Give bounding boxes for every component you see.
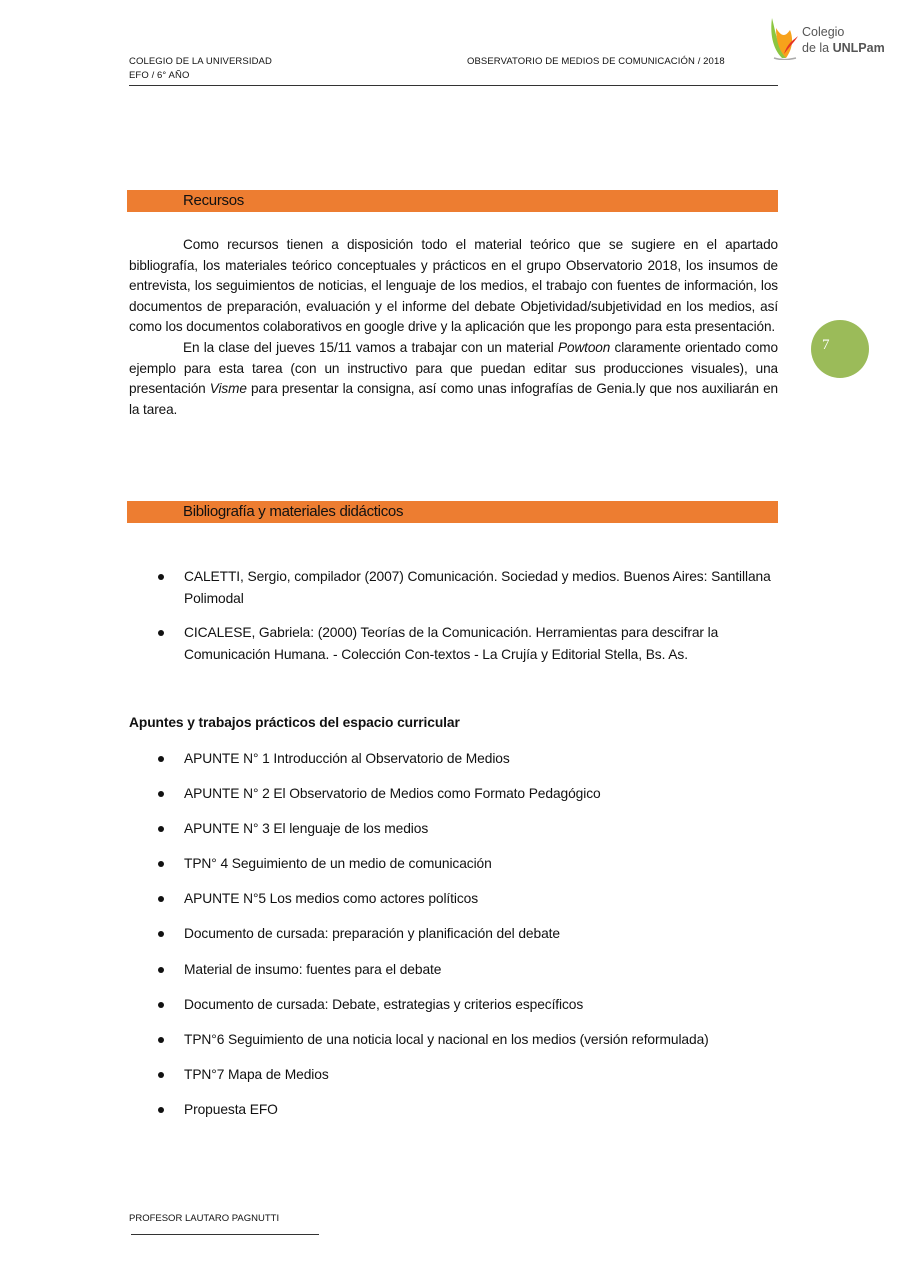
section-title: Bibliografía y materiales didácticos (183, 503, 404, 520)
list-item: APUNTE N°5 Los medios como actores políticos (129, 888, 789, 910)
list-item: Propuesta EFO (129, 1099, 789, 1121)
bibliography-list (129, 566, 789, 678)
page-number-badge (811, 320, 869, 378)
text: claramente orientado como ejemplo para esta tarea (con un instructivo para que puedan editar sus producciones visuales), una presentación (129, 339, 778, 397)
logo-text-unlpam: UNLPam (832, 41, 885, 55)
header-title: OBSERVATORIO DE MEDIOS DE COMUNICACIÓN / 2018 (467, 56, 725, 67)
section-heading-bibliografia (127, 501, 778, 523)
list-item: Documento de cursada: preparación y planificación del debate (129, 923, 789, 945)
recursos-body (129, 235, 778, 420)
list-item: Material de insumo: fuentes para el debate (129, 959, 789, 981)
list-item: TPN°7 Mapa de Medios (129, 1064, 789, 1086)
header-divider (129, 85, 778, 86)
footer-author: PROFESOR LAUTARO PAGNUTTI (129, 1213, 280, 1224)
paragraph (129, 338, 778, 420)
list-item: Documento de cursada: Debate, estrategias y criterios específicos (129, 994, 789, 1016)
text-emphasis: Powtoon (558, 339, 611, 355)
footer-divider (131, 1234, 319, 1235)
leaf-logo-icon (768, 14, 800, 60)
logo-text-line1: Colegio (802, 25, 845, 39)
paragraph: Como recursos tienen a disposición todo el material teórico que se sugiere en el apartado bibliografía, los materiales teórico conceptuales y prácticos en el grupo Observatorio 2018, los insumos de entrevista, los seguimientos de noticias, el lenguaje de los medios, el trabajo con fuentes de información, los documentos de preparación, evaluación y el informe del debate Objetividad/subjetividad en los medios, así como los documentos colaborativos en google drive y la aplicación que les propongo para esta presentación. (129, 237, 778, 335)
list-item: APUNTE N° 3 El lenguaje de los medios (129, 818, 789, 840)
section-title: Recursos (183, 192, 244, 209)
list-item: APUNTE N° 1 Introducción al Observatorio de Medios (129, 748, 789, 770)
list-item: CALETTI, Sergio, compilador (2007) Comunicación. Sociedad y medios. Buenos Aires: Santillana Polimodal (129, 566, 789, 609)
section-heading-recursos (127, 190, 778, 212)
list-item: CICALESE, Gabriela: (2000) Teorías de la Comunicación. Herramientas para descifrar la Comunicación Humana. - Colección Con-textos - La Crujía y Editorial Stella, Bs. As. (129, 622, 789, 665)
school-logo (768, 14, 898, 64)
header-school: COLEGIO DE LA UNIVERSIDAD (129, 56, 272, 67)
apuntes-list (129, 748, 789, 1134)
text: En la clase del jueves 15/11 vamos a trabajar con un material (183, 339, 559, 355)
page-number: 7 (822, 337, 830, 353)
apuntes-heading: Apuntes y trabajos prácticos del espacio curricular (129, 715, 460, 730)
header-course: EFO / 6° AÑO (129, 70, 190, 81)
list-item: TPN°6 Seguimiento de una noticia local y nacional en los medios (versión reformulada) (129, 1029, 789, 1051)
text: para presentar la consigna, así como unas infografías de Genia.ly que nos auxiliarán en la tarea. (129, 381, 778, 417)
list-item: TPN° 4 Seguimiento de un medio de comunicación (129, 853, 789, 875)
text-emphasis: Visme (209, 381, 247, 397)
logo-text-line2: de la (802, 41, 833, 55)
list-item: APUNTE N° 2 El Observatorio de Medios como Formato Pedagógico (129, 783, 789, 805)
